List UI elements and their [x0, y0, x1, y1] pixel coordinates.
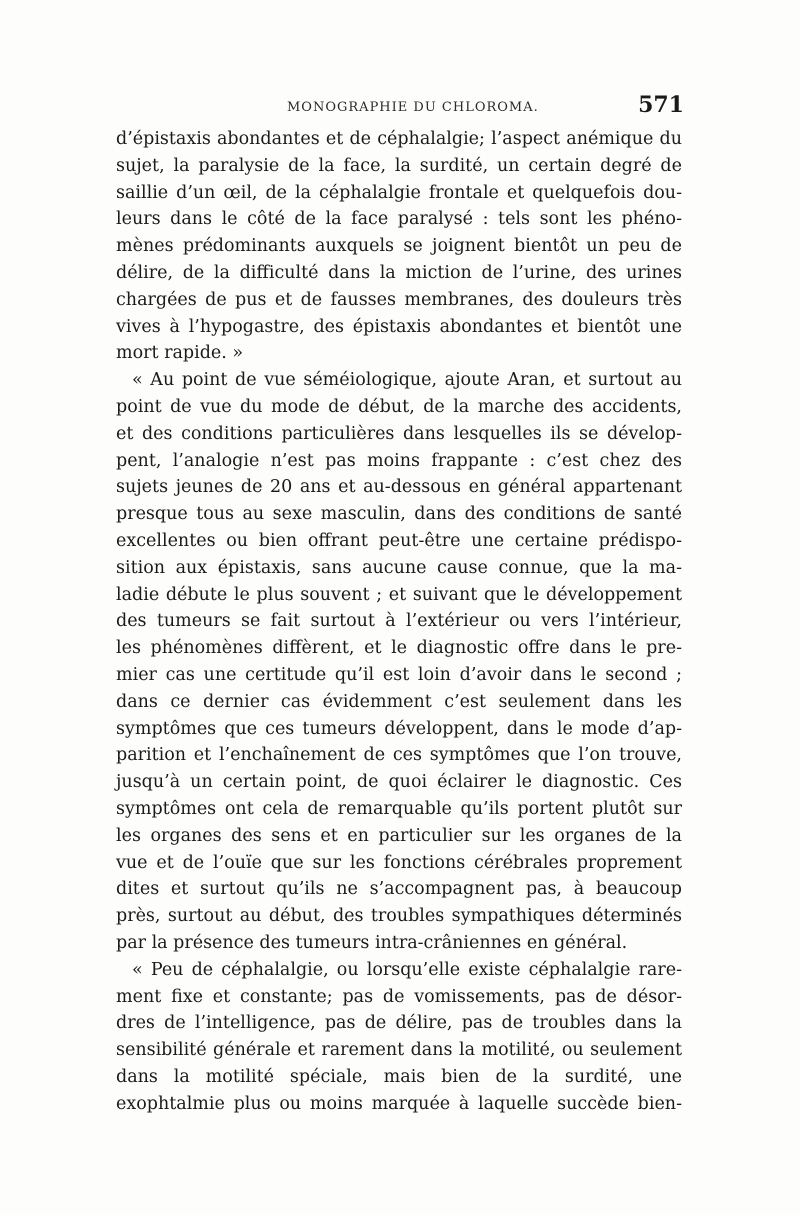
text-line: les organes des sens et en particulier sur les organes de la	[116, 825, 682, 846]
running-title: MONOGRAPHIE DU CHLOROMA.	[287, 100, 539, 115]
text-line: dans la motilité spéciale, mais bien de la surdité, une	[116, 1066, 682, 1087]
text-line: sition aux épistaxis, sans aucune cause connue, que la ma-	[116, 557, 682, 578]
text-line: exophtalmie plus ou moins marquée à laquelle succède bien-	[116, 1093, 682, 1114]
text-line: symptômes que ces tumeurs développent, dans le mode d’ap-	[116, 718, 682, 739]
text-line: et des conditions particulières dans lesquelles ils se dévelop-	[116, 423, 682, 444]
text-line: dans ce dernier cas évidemment c’est seulement dans les	[116, 691, 682, 712]
page-header	[112, 92, 684, 122]
text-line: excellentes ou bien offrant peut-être une certaine prédispo-	[116, 530, 682, 551]
text-line: dites et surtout qu’ils ne s’accompagnent pas, à beaucoup	[116, 879, 682, 900]
text-line: « Au point de vue séméiologique, ajoute Aran, et surtout au	[132, 370, 682, 391]
text-line: vives à l’hypogastre, des épistaxis abondantes et bientôt une	[116, 316, 682, 337]
text-line: mier cas une certitude qu’il est loin d’avoir dans le second ;	[116, 664, 682, 685]
text-line: mort rapide. »	[116, 343, 244, 364]
text-line: ment fixe et constante; pas de vomissements, pas de désor-	[116, 986, 682, 1007]
text-line: parition et l’enchaînement de ces symptômes que l’on trouve,	[116, 745, 682, 766]
text-line: chargées de pus et de fausses membranes, des douleurs très	[116, 289, 682, 310]
text-line: symptômes ont cela de remarquable qu’ils portent plutôt sur	[116, 798, 682, 819]
text-line: sujet, la paralysie de la face, la surdité, un certain degré de	[116, 155, 682, 176]
text-line: d’épistaxis abondantes et de céphalalgie; l’aspect anémique du	[116, 129, 682, 149]
text-line: sensibilité générale et rarement dans la motilité, ou seulement	[116, 1040, 682, 1061]
text-line: par la présence des tumeurs intra-crâniennes en général.	[116, 932, 628, 953]
body-text	[116, 126, 682, 1117]
text-line: près, surtout au début, des troubles sympathiques déterminés	[116, 906, 682, 927]
text-line: sujets jeunes de 20 ans et au-dessous en général appartenant	[116, 477, 682, 498]
text-line: presque tous au sexe masculin, dans des conditions de santé	[116, 504, 682, 525]
text-line: jusqu’à un certain point, de quoi éclairer le diagnostic. Ces	[116, 772, 682, 793]
text-line: leurs dans le côté de la face paralysé : tels sont les phéno-	[116, 209, 682, 230]
text-line: des tumeurs se fait surtout à l’extérieur ou vers l’intérieur,	[116, 611, 682, 632]
text-line: délire, de la difficulté dans la miction de l’urine, des urines	[116, 262, 682, 283]
text-line: mènes prédominants auxquels se joignent bientôt un peu de	[116, 236, 682, 257]
text-line: vue et de l’ouïe que sur les fonctions cérébrales proprement	[116, 852, 682, 873]
text-line: pent, l’analogie n’est pas moins frappante : c’est chez des	[116, 450, 682, 471]
text-line: « Peu de céphalalgie, ou lorsqu’elle existe céphalalgie rare-	[132, 959, 682, 980]
text-line: saillie d’un œil, de la céphalalgie frontale et quelquefois dou-	[116, 182, 682, 203]
text-line: point de vue du mode de début, de la marche des accidents,	[116, 396, 682, 417]
text-line: dres de l’intelligence, pas de délire, pas de troubles dans la	[116, 1013, 682, 1034]
page-number: 571	[638, 92, 684, 118]
text-line: les phénomènes diffèrent, et le diagnostic offre dans le pre-	[116, 638, 682, 659]
text-line: ladie débute le plus souvent ; et suivant que le développement	[116, 584, 682, 605]
